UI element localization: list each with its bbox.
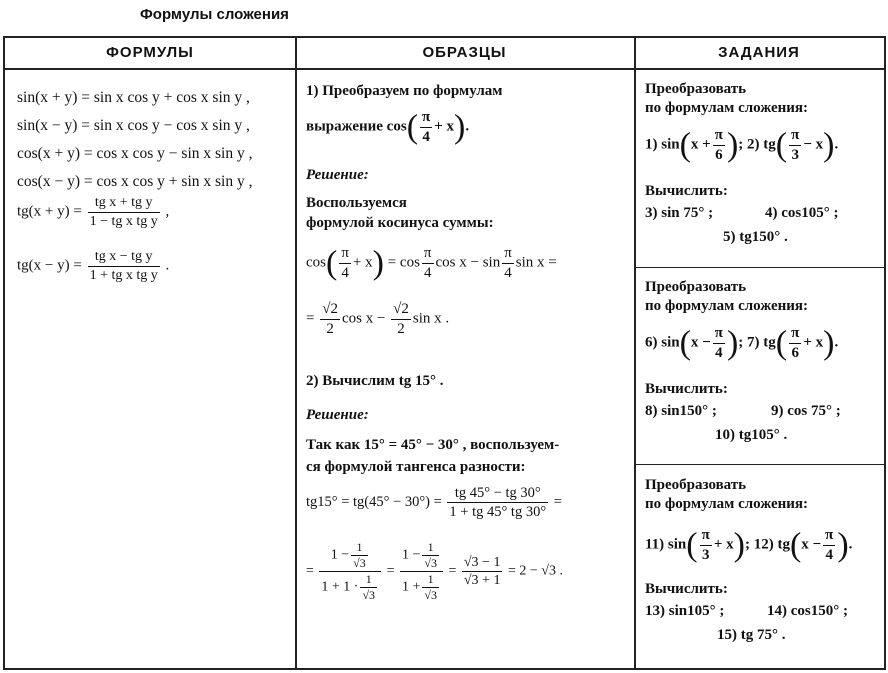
header-formulas: ФОРМУЛЫ	[106, 44, 194, 61]
header-samples: ОБРАЗЦЫ	[422, 44, 507, 61]
task2-transform: Преобразовать по формулам сложения:	[645, 279, 809, 314]
header-tasks: ЗАДАНИЯ	[718, 44, 800, 61]
task1-expressions: 1) sin(x + $\frac{\pi}{6}$ ); 2) tg( $\frac{\pi}{3}$ − x).	[645, 126, 839, 164]
solution-label-2: Решение:	[306, 407, 369, 423]
task3-calc-1: 13) sin105° ;	[645, 603, 725, 619]
sample1-equation-2: = $\frac{√2}{2}$ cos x − $\frac{√2}{2}$ sin x .	[306, 301, 450, 337]
task3-transform: Преобразовать по формулам сложения:	[645, 477, 809, 512]
task3-calc-3: 15) tg 75° .	[717, 627, 786, 643]
use-formula-2: формулой косинуса суммы:	[306, 215, 494, 231]
use-formula-1: Воспользуемся	[306, 195, 407, 211]
sample2-equation-2: = 1 − $\frac{1}{√3}$ 1 + 1 · $\frac{1}{√3}$ = 1 − $\frac{1}{√3}$ 1 + $\frac{1}{√3}$ = $\frac{√3 - 1}{√3 + 1}$ = 2 − √3 .	[306, 540, 563, 602]
task3-expressions: 11) sin( $\frac{\pi}{3}$ + x); 12) tg(x − $\frac{\pi}{4}$ ).	[645, 526, 853, 564]
sample2-intro: 2) Вычислим tg 15° .	[306, 373, 444, 389]
task-divider-1	[634, 267, 884, 268]
task3-calc-2: 14) cos150° ;	[767, 603, 848, 619]
since-line-2: ся формулой тангенса разности:	[306, 459, 526, 475]
header-divider	[5, 68, 884, 70]
task2-calc-2: 9) cos 75° ;	[771, 403, 841, 419]
task2-calc-1: 8) sin150° ;	[645, 403, 717, 419]
formula-tg-sum: tg(x + y) = $\frac{\text{tg x + tg y}}{\text{1 − tg x tg y}}$ ,	[17, 195, 170, 229]
task1-calc-1: 3) sin 75° ;	[645, 205, 714, 221]
task3-calc-label: Вычислить:	[645, 581, 728, 597]
task1-transform: Преобразовать по формулам сложения:	[645, 81, 809, 116]
task2-calc-3: 10) tg105° .	[715, 427, 788, 443]
column-divider-2	[634, 38, 636, 668]
formula-sin-sum: sin(x + y) = sin x cos y + cos x sin y ,	[17, 89, 250, 106]
page-title: Формулы сложения	[140, 6, 289, 23]
task1-calc-label: Вычислить:	[645, 183, 728, 199]
formula-table	[3, 36, 886, 670]
formulas-list	[17, 84, 252, 196]
formula-tg-diff: tg(x − y) = $\frac{\text{tg x − tg y}}{\text{1 + tg x tg y}}$ .	[17, 249, 170, 283]
task-divider-2	[634, 464, 884, 465]
task2-calc-label: Вычислить:	[645, 381, 728, 397]
since-line-1: Так как 15° = 45° − 30° , воспользуем-	[306, 437, 560, 453]
formula-cos-diff: cos(x − y) = cos x cos y + sin x sin y ,	[17, 173, 253, 190]
task1-calc-3: 5) tg150° .	[723, 229, 788, 245]
sample1-equation-1: cos( $\frac{\pi}{4}$ + x) = cos $\frac{\pi}{4}$ cos x − sin $\frac{\pi}{4}$ sin x =	[306, 244, 557, 282]
formula-sin-diff: sin(x − y) = sin x cos y − cos x sin y ,	[17, 117, 250, 134]
sample1-expression: выражение cos( $\frac{\pi}{4}$ + x).	[306, 108, 470, 146]
task1-calc-2: 4) cos105° ;	[765, 205, 839, 221]
column-divider-1	[295, 38, 297, 668]
sample2-equation-1: tg15° = tg(45° − 30°) = $\frac{tg 45^\circ - tg 30^\circ}{1 + tg 45^\circ tg 30^\circ}$ =	[306, 485, 562, 521]
solution-label-1: Решение:	[306, 167, 369, 183]
sample1-intro: 1) Преобразуем по формулам	[306, 83, 503, 99]
formula-cos-sum: cos(x + y) = cos x cos y − sin x sin y ,	[17, 145, 253, 162]
task2-expressions: 6) sin(x − $\frac{\pi}{4}$ ); 7) tg( $\frac{\pi}{6}$ + x).	[645, 324, 839, 362]
